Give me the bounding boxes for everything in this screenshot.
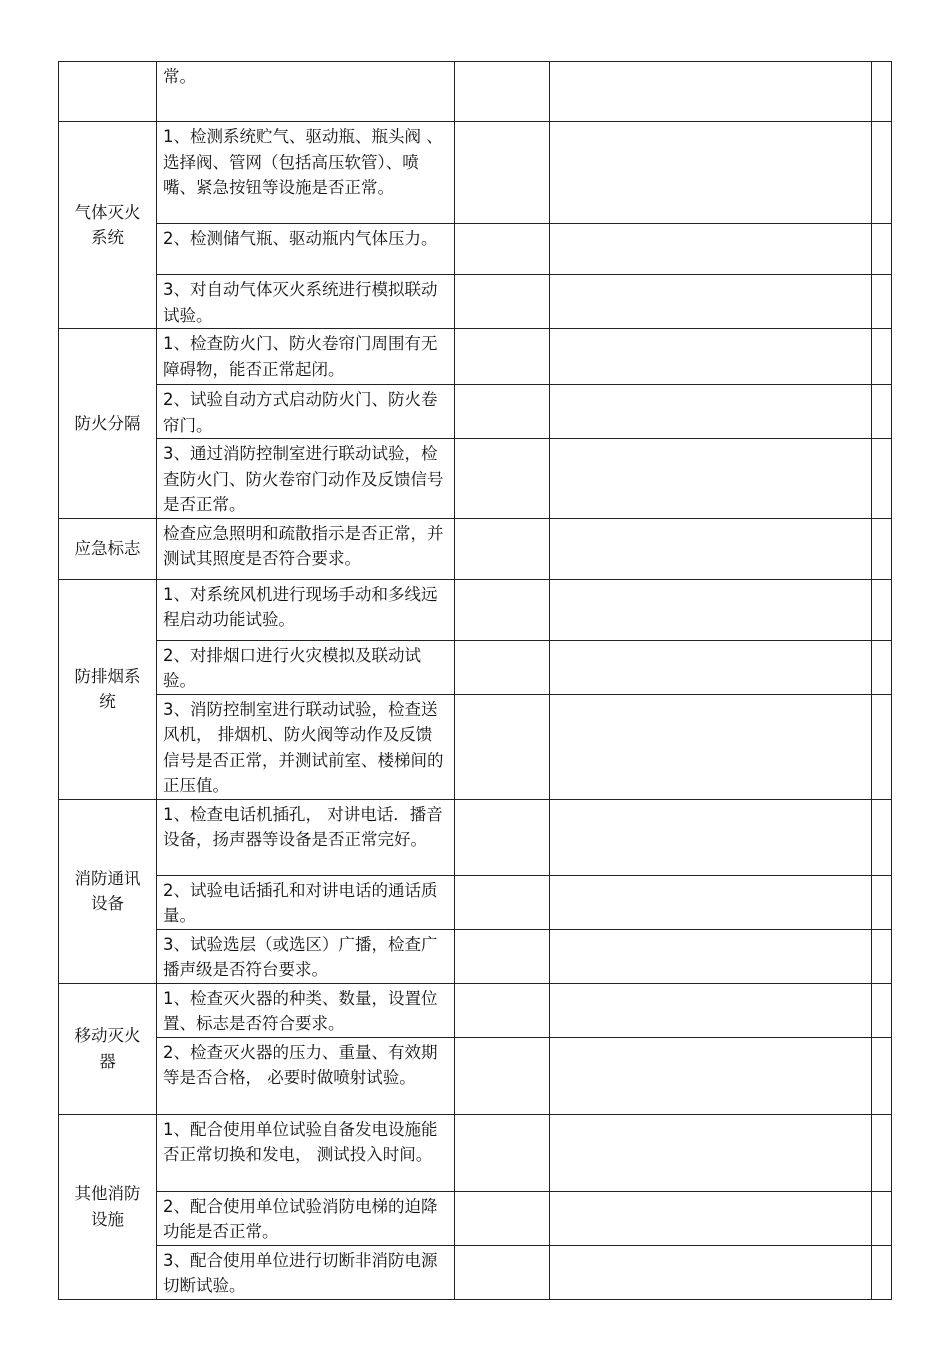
table-row: [59, 640, 892, 694]
item-cell: [157, 875, 455, 929]
result-cell: [455, 875, 550, 929]
table-row: [59, 875, 892, 929]
table-row: [59, 329, 892, 385]
extra-cell: [872, 799, 892, 875]
remark-cell: [550, 122, 872, 224]
item-text: 1、检查防火门、防火卷帘门周围有无障碍物，能否正常起闭。: [163, 334, 438, 379]
item-text: 常。: [163, 67, 196, 86]
item-text: 检查应急照明和疏散指示是否正常，并测试其照度是否符合要求。: [163, 523, 444, 568]
table-row: [59, 799, 892, 875]
result-cell: [455, 1245, 550, 1299]
table-row: [59, 929, 892, 983]
extra-cell: [872, 122, 892, 224]
item-cell: [157, 1037, 455, 1114]
item-text: 1、对系统风机进行现场手动和多线远程启动功能试验。: [163, 584, 438, 629]
item-text: 3、消防控制室进行联动试验，检查送风机， 排烟机、防火阀等动作及反馈信号是否正常，并测试前室、楼梯间的正压值。: [163, 699, 444, 795]
item-cell: [157, 224, 455, 275]
extra-cell: [872, 875, 892, 929]
extra-cell: [872, 385, 892, 439]
item-cell: [157, 1245, 455, 1299]
item-cell: [157, 1191, 455, 1245]
item-cell: [157, 579, 455, 640]
item-cell: [157, 799, 455, 875]
item-cell: [157, 62, 455, 122]
table-row: [59, 1114, 892, 1191]
table-row: [59, 1191, 892, 1245]
item-text: 3、通过消防控制室进行联动试验，检查防火门、防火卷帘门动作及反馈信号是否正常。: [163, 444, 444, 514]
remark-cell: [550, 1037, 872, 1114]
extra-cell: [872, 1245, 892, 1299]
remark-cell: [550, 929, 872, 983]
table-row: [59, 518, 892, 579]
table-row: [59, 224, 892, 275]
extra-cell: [872, 62, 892, 122]
item-cell: [157, 518, 455, 579]
extra-cell: [872, 1114, 892, 1191]
result-cell: [455, 439, 550, 519]
category-label: 移动灭火器: [74, 1026, 141, 1071]
remark-cell: [550, 1191, 872, 1245]
result-cell: [455, 799, 550, 875]
category-cell: [59, 62, 157, 122]
extra-cell: [872, 983, 892, 1037]
remark-cell: [550, 1245, 872, 1299]
category-label: 消防通讯设备: [74, 868, 141, 913]
inspection-table: [58, 61, 892, 1300]
table-row: [59, 1245, 892, 1299]
table-row: [59, 385, 892, 439]
item-text: 2、配合使用单位试验消防电梯的迫降功能是否正常。: [163, 1196, 438, 1241]
result-cell: [455, 385, 550, 439]
table-row: [59, 275, 892, 329]
category-cell: [59, 518, 157, 579]
category-label: 防火分隔: [74, 413, 141, 433]
table-row: [59, 122, 892, 224]
item-cell: [157, 329, 455, 385]
category-label: 应急标志: [74, 538, 141, 558]
item-text: 2、对排烟口进行火灾模拟及联动试验。: [163, 645, 421, 690]
result-cell: [455, 518, 550, 579]
extra-cell: [872, 518, 892, 579]
item-cell: [157, 275, 455, 329]
result-cell: [455, 1037, 550, 1114]
item-cell: [157, 1114, 455, 1191]
result-cell: [455, 929, 550, 983]
item-cell: [157, 385, 455, 439]
item-cell: [157, 122, 455, 224]
category-cell: [59, 329, 157, 519]
result-cell: [455, 275, 550, 329]
result-cell: [455, 329, 550, 385]
item-text: 3、试验选层（或选区）广播，检查广播声级是否符台要求。: [163, 934, 438, 979]
result-cell: [455, 579, 550, 640]
remark-cell: [550, 1114, 872, 1191]
remark-cell: [550, 875, 872, 929]
item-cell: [157, 640, 455, 694]
item-text: 2、检查灭火器的压力、重量、有效期等是否合格， 必要时做喷射试验。: [163, 1042, 438, 1087]
item-text: 2、检测储气瓶、驱动瓶内气体压力。: [163, 229, 438, 248]
item-text: 2、试验自动方式启动防火门、防火卷帘门。: [163, 390, 438, 435]
remark-cell: [550, 799, 872, 875]
category-label: 其他消防设施: [74, 1184, 141, 1229]
item-cell: [157, 929, 455, 983]
extra-cell: [872, 1037, 892, 1114]
extra-cell: [872, 640, 892, 694]
extra-cell: [872, 579, 892, 640]
extra-cell: [872, 224, 892, 275]
category-cell: [59, 983, 157, 1114]
item-text: 3、配合使用单位进行切断非消防电源切断试验。: [163, 1250, 438, 1295]
remark-cell: [550, 385, 872, 439]
item-text: 1、检查电话机插孔， 对讲电话．播音设备，扬声器等设备是否正常完好。: [163, 804, 443, 849]
table-row: [59, 439, 892, 519]
result-cell: [455, 694, 550, 799]
result-cell: [455, 640, 550, 694]
remark-cell: [550, 329, 872, 385]
item-text: 1、检测系统贮气、驱动瓶、瓶头阀 、选择阀、管网（包括高压软管）、喷嘴、紧急按钮等设施是否正常。: [163, 127, 443, 197]
item-text: 3、对自动气体灭火系统进行模拟联动试验。: [163, 280, 438, 325]
remark-cell: [550, 579, 872, 640]
extra-cell: [872, 329, 892, 385]
item-text: 2、试验电话插孔和对讲电话的通话质量。: [163, 880, 438, 925]
table-row: [59, 579, 892, 640]
result-cell: [455, 983, 550, 1037]
result-cell: [455, 62, 550, 122]
item-cell: [157, 694, 455, 799]
item-cell: [157, 983, 455, 1037]
remark-cell: [550, 62, 872, 122]
extra-cell: [872, 694, 892, 799]
remark-cell: [550, 694, 872, 799]
remark-cell: [550, 275, 872, 329]
remark-cell: [550, 983, 872, 1037]
remark-cell: [550, 640, 872, 694]
result-cell: [455, 122, 550, 224]
category-label: 气体灭火系统: [74, 202, 141, 247]
category-cell: [59, 799, 157, 983]
extra-cell: [872, 1191, 892, 1245]
remark-cell: [550, 518, 872, 579]
table-row: [59, 983, 892, 1037]
category-cell: [59, 1114, 157, 1299]
remark-cell: [550, 439, 872, 519]
item-cell: [157, 439, 455, 519]
extra-cell: [872, 275, 892, 329]
remark-cell: [550, 224, 872, 275]
extra-cell: [872, 439, 892, 519]
category-label: 防排烟系统: [74, 666, 141, 711]
category-cell: [59, 122, 157, 329]
item-text: 1、配合使用单位试验自备发电设施能否正常切换和发电， 测试投入时间。: [163, 1119, 438, 1164]
item-text: 1、检查灭火器的种类、数量，设置位置、标志是否符合要求。: [163, 988, 438, 1033]
table-row: [59, 62, 892, 122]
extra-cell: [872, 929, 892, 983]
category-cell: [59, 579, 157, 799]
result-cell: [455, 1114, 550, 1191]
result-cell: [455, 1191, 550, 1245]
table-row: [59, 694, 892, 799]
table-row: [59, 1037, 892, 1114]
result-cell: [455, 224, 550, 275]
